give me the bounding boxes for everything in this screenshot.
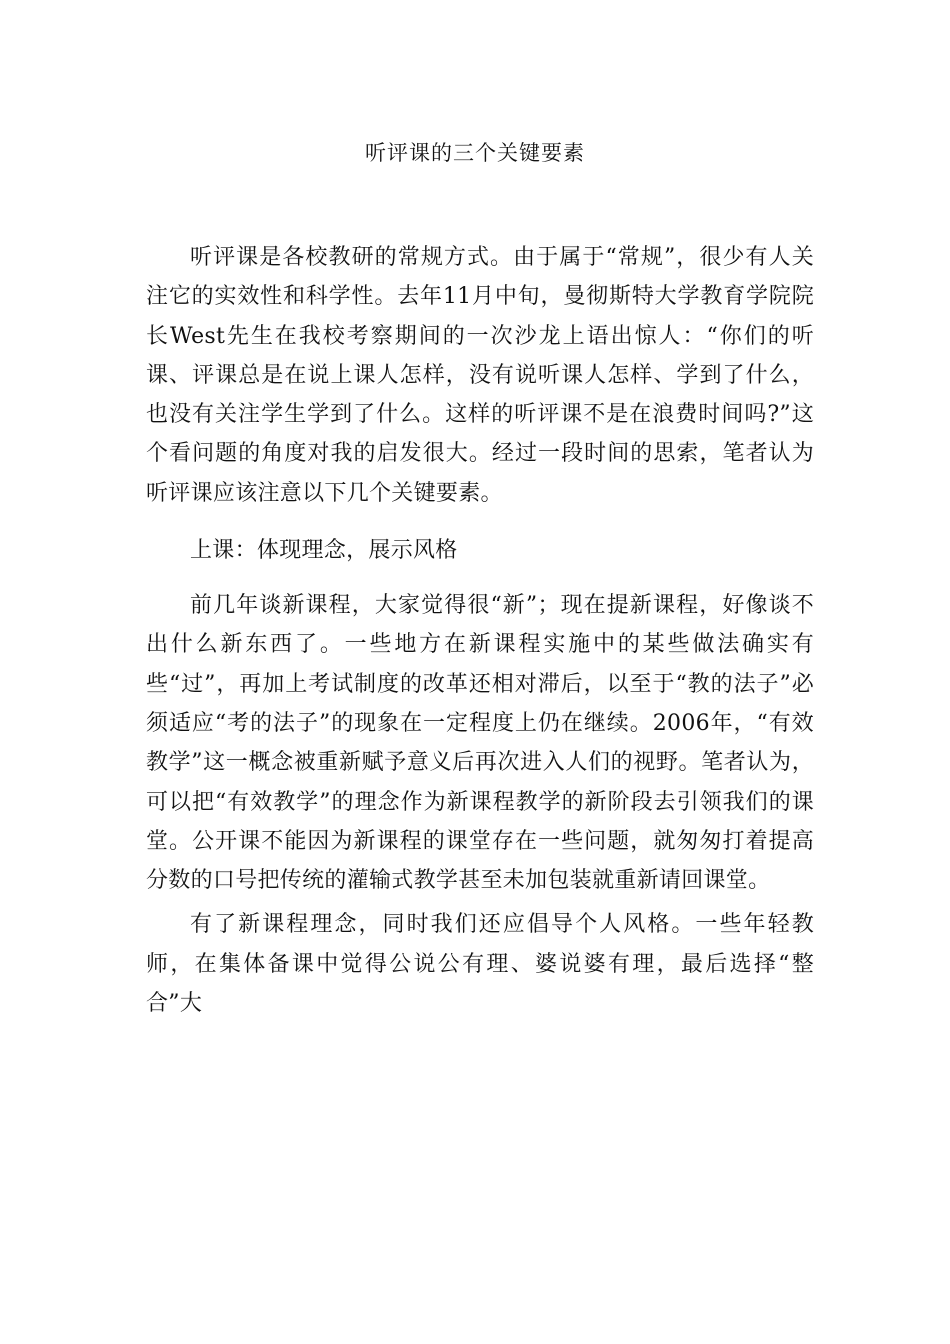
paragraph-personal-style: 有了新课程理念，同时我们还应倡导个人风格。一些年轻教师，在集体备课中觉得公说公有理、婆说婆有理，最后选择“整合”大 [146, 912, 814, 1017]
document-body [146, 238, 814, 1023]
paragraph-intro: 听评课是各校教研的常规方式。由于属于“常规”，很少有人关注它的实效性和科学性。去年11月中旬，曼彻斯特大学教育学院院长West先生在我校考察期间的一次沙龙上语出惊人：“你们的听课、评课总是在说上课人怎样，没有说听课人怎样、学到了什么，也没有关注学生学到了什么。这样的听评课不是在浪费时间吗?”这个看问题的角度对我的启发很大。经过一段时间的思索，笔者认为听评课应该注意以下几个关键要素。 [146, 245, 814, 506]
paragraph-new-curriculum: 前几年谈新课程，大家觉得很“新”；现在提新课程，好像谈不出什么新东西了。一些地方在新课程实施中的某些做法确实有些“过”，再加上考试制度的改革还相对滞后，以至于“教的法子”必须适应“考的法子”的现象在一定程度上仍在继续。2006年，“有效教学”这一概念被重新赋予意义后再次进入人们的视野。笔者认为，可以把“有效教学”的理念作为新课程教学的新阶段去引领我们的课堂。公开课不能因为新课程的课堂存在一些问题，就匆匆打着提高分数的口号把传统的灌输式教学甚至未加包装就重新请回课堂。 [146, 593, 814, 894]
document-title: 听评课的三个关键要素 [365, 141, 585, 165]
section-heading: 上课：体现理念，展示风格 [190, 538, 458, 564]
